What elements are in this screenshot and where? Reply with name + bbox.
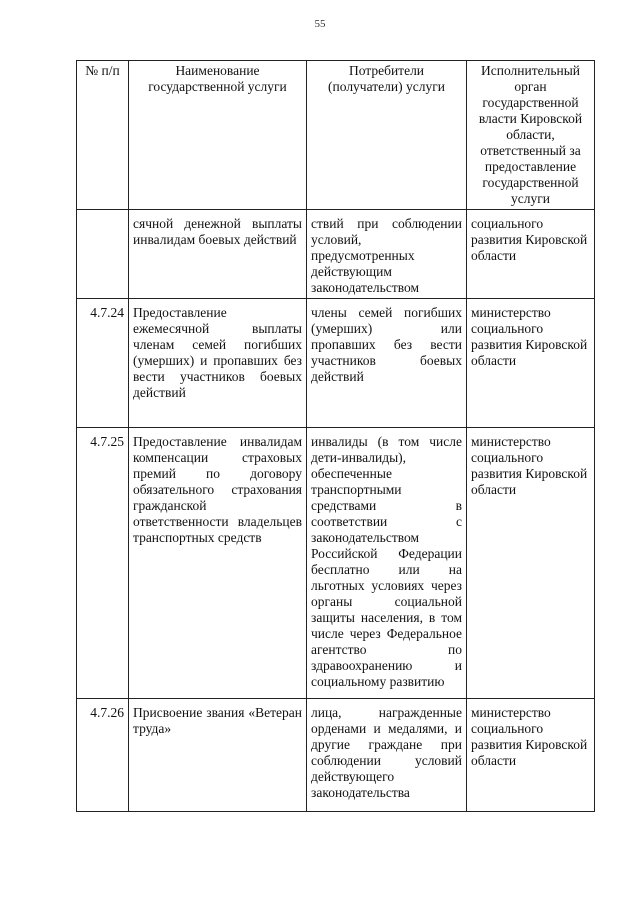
table-row — [77, 428, 595, 699]
header-service-name: Наименование государственной услуги — [129, 61, 307, 210]
row-number: 4.7.26 — [77, 699, 129, 812]
service-consumers: инвалиды (в том числе дети-инвалиды), обеспеченные транспортными средствами в соответствии с законодательством Российской Федерации бесплатно или на льготных условиях через органы социальной защиты населения, в том числе через Федеральное агентство по здравоохранению и социальному развитию — [307, 428, 467, 699]
service-authority: министерство социального развития Кировской области — [467, 699, 595, 812]
service-name: Предоставление ежемесячной выплаты членам семей погибших (умерших) и пропавших без вести участников боевых действий — [129, 299, 307, 428]
service-authority: министерство социального развития Кировской области — [467, 299, 595, 428]
table-row — [77, 210, 595, 299]
header-consumers: Потребители (получатели) услуги — [307, 61, 467, 210]
service-name: Предоставление инвалидам компенсации страховых премий по договору обязательного страхования гражданской ответственности владельцев транспортных средств — [129, 428, 307, 699]
row-number: 4.7.24 — [77, 299, 129, 428]
header-authority: Исполнительный орган государственной власти Кировской области, ответственный за предоставление государственной услуги — [467, 61, 595, 210]
table-row — [77, 299, 595, 428]
service-authority: министерство социального развития Кировской области — [467, 428, 595, 699]
header-number: № п/п — [77, 61, 129, 210]
services-table — [76, 60, 595, 812]
service-consumers: ствий при соблюдении условий, предусмотренных действующим законодательством — [307, 210, 467, 299]
row-number: 4.7.25 — [77, 428, 129, 699]
page-number: 55 — [314, 18, 326, 30]
service-consumers: члены семей погибших (умерших) или пропавших без вести участников боевых действий — [307, 299, 467, 428]
service-name: сячной денежной выплаты инвалидам боевых действий — [129, 210, 307, 299]
table-header-row — [77, 61, 595, 210]
service-name: Присвоение звания «Ветеран труда» — [129, 699, 307, 812]
table-row — [77, 699, 595, 812]
row-number — [77, 210, 129, 299]
service-consumers: лица, награжденные орденами и медалями, и другие граждане при соблюдении условий действующего законодательства — [307, 699, 467, 812]
service-authority: социального развития Кировской области — [467, 210, 595, 299]
